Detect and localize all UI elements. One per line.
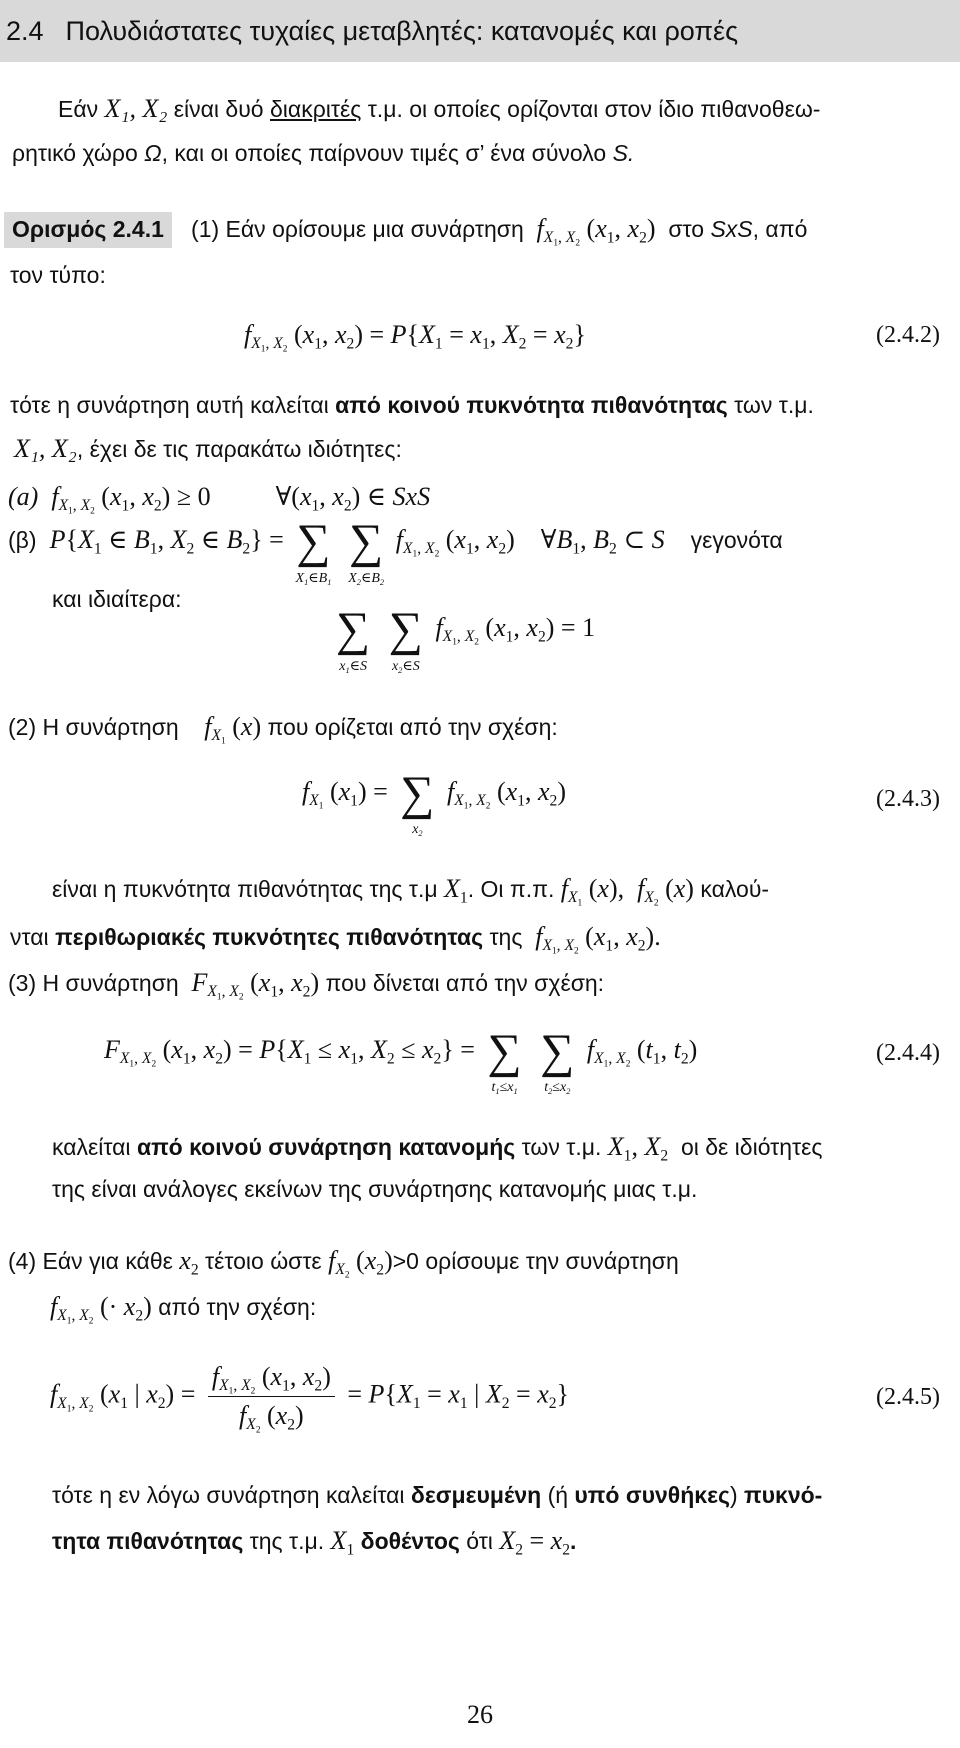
def-text: ότι xyxy=(466,1528,493,1554)
def-text: (ή xyxy=(547,1482,569,1508)
def-text: (1) Εάν ορίσουμε μια συνάρτηση xyxy=(191,216,524,242)
def-text: (2) Η συνάρτηση xyxy=(8,714,179,740)
def-text: που ορίζεται από την σχέση: xyxy=(267,714,558,740)
sum-symbol: ∑ $x_2\in S$ xyxy=(388,603,423,675)
conditional-term: δοθέντος xyxy=(360,1528,460,1554)
prop-label: (a) xyxy=(8,482,39,511)
eq-number-2-4-5: (2.4.5) xyxy=(876,1384,940,1410)
def-text: τότε η εν λόγω συνάρτηση καλείται xyxy=(52,1482,405,1508)
def-text: . Οι π.π. xyxy=(467,876,555,902)
sum-symbol: ∑ $t_2\le x_2$ xyxy=(540,1025,575,1096)
fraction: $\frac{f_{X_1, X_2} (x_1, x_2)}{f_{X_2} (x_2)}$ xyxy=(208,1362,335,1431)
marginal-line-1: είναι η πυκνότητα πιθανότητας της τ.μ $X_1$. Οι π.π. $f_{X_1}$ (x), $f_{X_2}$ (x) καλού- xyxy=(52,874,770,909)
conditional-line-2: τητα πιθανότητας της τ.μ. $X_1$ δοθέντος ότι $X_2 = x_2$. xyxy=(52,1526,577,1559)
joint-density-line xyxy=(10,392,814,419)
set-s: S. xyxy=(612,140,635,166)
section-title-text: Πολυδιάστατες τυχαίες μεταβλητές: κατανομές και ροπές xyxy=(65,16,739,46)
def-text: των τ.μ. xyxy=(734,392,814,418)
sum-symbol: ∑ $X_2\in B_2$ xyxy=(348,515,385,587)
intro-line-2 xyxy=(12,140,634,167)
definition-line-1: Ορισμός 2.4.1 (1) Εάν ορίσουμε μια συνάρτηση $f_{X_1, X_2}$ ($x_1$, $x_2$) στο SxS, από xyxy=(4,214,807,244)
intro-text: ρητικό χώρο xyxy=(12,140,138,166)
def-text: τότε η συνάρτηση αυτή καλείται xyxy=(10,392,329,418)
normalization-equation: ∑ $x_1\in S$ ∑ $x_2\in S$ $f_{X_1, X_2}$ ($x_1$, $x_2) = 1$ xyxy=(336,603,596,675)
intro-text: , και οι οποίες παίρνουν τιμές σ’ ένα σύνολο xyxy=(161,140,607,166)
def-text: είναι η πυκνότητα πιθανότητας της τ.μ xyxy=(52,876,438,902)
marginal-line-2: νται περιθωριακές πυκνότητες πιθανότητας της $f_{X_1, X_2}$ ($x_1$, $x_2$). xyxy=(10,922,661,957)
conditional-term: τητα πιθανότητας xyxy=(52,1528,244,1554)
def-text: , από xyxy=(752,216,808,242)
joint-cdf-term: από κοινού συνάρτηση κατανομής xyxy=(136,1134,516,1160)
intro-text: τ.μ. οι οποίες ορίζονται στον ίδιο πιθανοθεω- xyxy=(367,96,821,122)
def-text: των τ.μ. xyxy=(521,1134,602,1160)
def-text: της xyxy=(489,924,523,950)
def-text: που δίνεται από την σχέση: xyxy=(325,970,605,996)
eq-number-2-4-3: (2.4.3) xyxy=(876,786,940,812)
intro-text: είναι δυό xyxy=(173,96,264,122)
def-text: νται xyxy=(10,924,49,950)
section-number: 2.4 xyxy=(6,16,44,46)
eq-number-2-4-4: (2.4.4) xyxy=(876,1040,940,1066)
item-3-line: (3) Η συνάρτηση $F_{X_1, X_2}$ ($x_1$, $x_2$) που δίνεται από την σχέση: xyxy=(8,968,605,1003)
def-text: ) xyxy=(729,1482,738,1508)
omega-symbol: Ω xyxy=(144,140,162,166)
equation-2-4-4: $F_{X_1, X_2}$ ($x_1$, $x_2) = P\{X_1 \le x_1$, $X_2 \le x_2$} = ∑ $t_1\le x_1$ ∑ $t_2\le x_2$ $f_{X_1, X_2}$ ($t_1$, $t_2$) xyxy=(104,1025,698,1096)
marginal-density-term: περιθωριακές πυκνότητες πιθανότητας xyxy=(55,924,484,950)
def-text: στο xyxy=(668,216,705,242)
intro-text: Εάν xyxy=(58,96,99,122)
item-2-line: (2) Η συνάρτηση $f_{X_1}$ (x) που ορίζεται από την σχέση: xyxy=(8,712,558,747)
prop-label: (β) xyxy=(8,526,37,553)
conditional-term: πυκνό- xyxy=(744,1482,823,1508)
sum-symbol: ∑ $x_2$ xyxy=(400,767,435,838)
def-text: καλείται xyxy=(52,1134,131,1160)
section-title xyxy=(0,0,960,62)
sum-symbol: ∑ $X_1\in B_1$ xyxy=(295,515,332,587)
def-text: (3) Η συνάρτηση xyxy=(8,970,179,996)
def-text: της τ.μ. xyxy=(249,1528,325,1554)
property-a: (a) $f_{X_1, X_2}$ ($x_1$, $x_2) \ge 0$ $\forall(x_1$, $x_2$) ∈ SxS xyxy=(8,482,431,517)
equation-2-4-3: $f_{X_1}$ $(x_1)$ = ∑ $x_2$ $f_{X_1, X_2}$ ($x_1$, $x_2$) xyxy=(302,767,567,838)
def-text: , έχει δε τις παρακάτω ιδιότητες: xyxy=(76,436,402,462)
intro-vars: X₁, X₂ xyxy=(104,94,168,123)
vars: X₁, X₂ xyxy=(14,434,77,463)
sum-symbol: ∑ $t_1\le x_1$ xyxy=(487,1025,522,1096)
intro-underlined: διακριτές xyxy=(270,96,362,122)
equation-2-4-2: $f_{X_1, X_2}$ ($x_1$, $x_2) = P\{X_1 = x_1$, $X_2 = x_2$} xyxy=(244,320,586,355)
def-text: (4) Εάν για κάθε xyxy=(8,1248,173,1274)
particularly-text: και ιδιαίτερα: xyxy=(52,586,182,612)
page-number: 26 xyxy=(467,1700,493,1729)
equation-2-4-5: $f_{X_1, X_2}$ ($x_1$ | $x_2$) = $\frac{f_{X_1, X_2} (x_1, x_2)}{f_{X_2} (x_2)}$ = $P\{X_1 = x_1$ | $X_2 = x_2$} xyxy=(50,1362,570,1436)
cdf-line-1: καλείται από κοινού συνάρτηση κατανομής των τ.μ. $X_1$, $X_2$ οι δε ιδιότητες xyxy=(52,1132,823,1165)
def-text: οι δε ιδιότητες xyxy=(680,1134,823,1160)
joint-density-term: από κοινού πυκνότητα πιθανότητας xyxy=(335,392,728,418)
properties-intro-line xyxy=(14,434,402,464)
definition-label: Ορισμός 2.4.1 xyxy=(4,212,172,248)
cdf-line-2: της είναι ανάλογες εκείνων της συνάρτησης κατανομής μιας τ.μ. xyxy=(52,1176,698,1202)
def-text: >0 ορίσουμε την συνάρτηση xyxy=(392,1248,679,1274)
def-text: από την σχέση: xyxy=(158,1294,317,1320)
intro-line-1 xyxy=(58,94,820,124)
property-b: (β) $P\{X_1$ ∈ $B_1$, $X_2$ ∈ $B_2$} = ∑ $X_1\in B_1$ ∑ $X_2\in B_2$ $f_{X_1, X_2}$ ($x_1$, $x_2$) $\forall B_1$, $B_2$ ⊂ S γεγονότα xyxy=(8,515,783,587)
def-sxs: SxS xyxy=(710,216,753,242)
def-text: γεγονότα xyxy=(690,526,783,553)
def-text: καλού- xyxy=(700,876,770,902)
item-4-line: (4) Εάν για κάθε $x_2$ τέτοιο ώστε $f_{X_2}$ $(x_2)>0$ ορίσουμε την συνάρτηση xyxy=(8,1246,679,1281)
conditional-term: δεσμευμένη xyxy=(410,1482,542,1508)
def-text: τέτοιο ώστε xyxy=(205,1248,322,1274)
definition-line-2: τον τύπο: xyxy=(10,262,106,288)
item-4-line-2: $f_{X_1, X_2}$ (· $x_2$) από την σχέση: xyxy=(50,1292,317,1327)
conditional-line-1 xyxy=(52,1482,822,1509)
sum-symbol: ∑ $x_1\in S$ xyxy=(336,603,371,675)
conditional-term: υπό συνθήκες xyxy=(574,1482,730,1508)
eq-number-2-4-2: (2.4.2) xyxy=(876,322,940,348)
